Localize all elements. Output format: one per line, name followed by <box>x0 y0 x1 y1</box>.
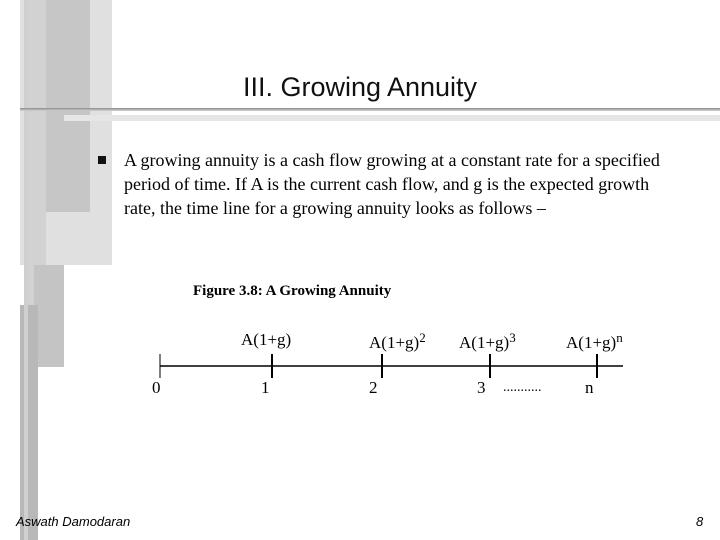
cash-flow-label <box>369 330 426 353</box>
page-number: 8 <box>696 514 704 529</box>
bullet-text: A growing annuity is a cash flow growing at a constant rate for a specified period of time. If A is the current cash flow, and g is the expected growth rate, the time line for a growing annuity looks as follows – <box>124 150 660 218</box>
period-label: 1 <box>261 378 270 397</box>
cash-flow-base: A(1+g) <box>566 333 617 352</box>
cash-flow-base: A(1+g) <box>241 330 292 349</box>
cash-flow-base: A(1+g) <box>369 333 420 352</box>
cash-flow-label <box>459 330 516 353</box>
period-label: n <box>585 378 594 397</box>
cash-flow-exponent: 3 <box>509 330 516 345</box>
cash-flow-base: A(1+g) <box>459 333 510 352</box>
timeline-ellipsis: ........... <box>503 380 542 395</box>
cash-flow-exponent: n <box>616 330 623 345</box>
figure-title: Figure 3.8: A Growing Annuity <box>193 283 392 299</box>
cash-flow-label <box>241 327 291 350</box>
period-label: 3 <box>477 378 486 397</box>
period-label: 2 <box>369 378 378 397</box>
cash-flow-exponent: 2 <box>419 330 426 345</box>
slide-title: III. Growing Annuity <box>242 72 478 102</box>
cash-flow-label <box>566 330 623 353</box>
period-label: 0 <box>152 378 161 397</box>
footer-author: Aswath Damodaran <box>16 514 131 529</box>
